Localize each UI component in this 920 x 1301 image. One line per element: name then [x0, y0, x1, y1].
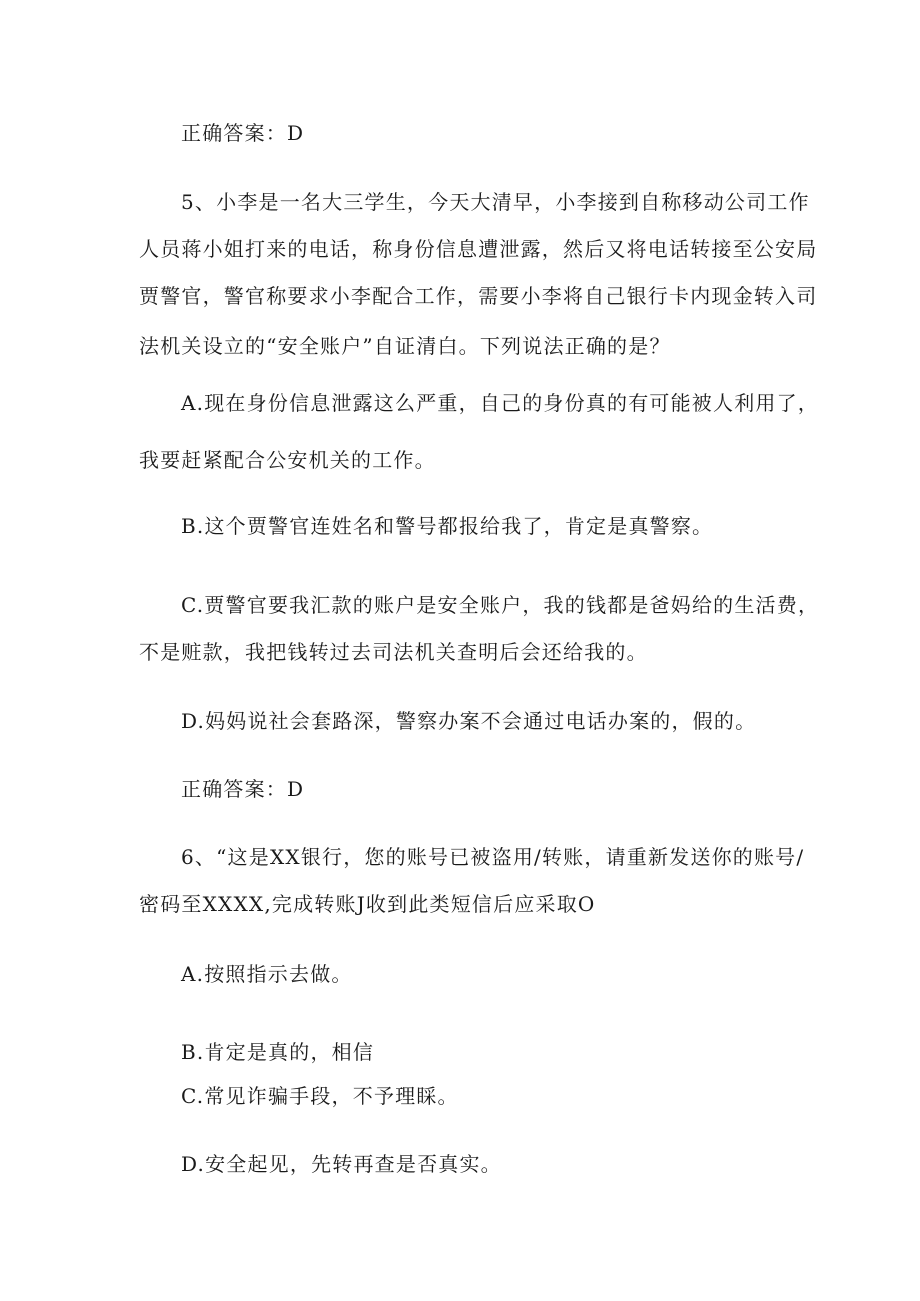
option-6d: D.安全起见，先转再查是否真实。	[181, 1152, 502, 1176]
option-5c-line-2: 不是赃款，我把钱转过去司法机关查明后会还给我的。	[139, 640, 648, 664]
question-5-line-1: 5、小李是一名大三学生，今天大清早，小李接到自称移动公司工作	[181, 190, 810, 214]
question-5-line-3: 贾警官，警官称要求小李配合工作，需要小李将自己银行卡内现金转入司	[139, 284, 818, 308]
option-5b: B.这个贾警官连姓名和警号都报给我了，肯定是真警察。	[181, 514, 714, 538]
option-5d: D.妈妈说社会套路深，警察办案不会通过电话办案的，假的。	[181, 709, 757, 733]
option-6c: C.常见诈骗手段，不予理睬。	[181, 1084, 459, 1108]
question-6-line-1: 6、“这是XX银行，您的账号已被盗用/转账，请重新发送你的账号/	[181, 845, 805, 869]
option-6b: B.肯定是真的，相信	[181, 1040, 375, 1064]
question-5-line-4: 法机关设立的“安全账户”自证清白。下列说法正确的是？	[139, 334, 671, 358]
option-5c-line-1: C.贾警官要我汇款的账户是安全账户，我的钱都是爸妈给的生活费，	[181, 593, 820, 617]
question-6-line-2: 密码至XXXX,完成转账J收到此类短信后应采取O	[139, 892, 596, 916]
question-5-line-2: 人员蒋小姐打来的电话，称身份信息遭泄露，然后又将电话转接至公安局	[139, 237, 818, 261]
option-5a-line-2: 我要赶紧配合公安机关的工作。	[139, 448, 436, 472]
answer-line-q4: 正确答案：D	[181, 121, 305, 145]
option-6a: A.按照指示去做。	[181, 962, 353, 986]
option-5a-line-1: A.现在身份信息泄露这么严重，自己的身份真的有可能被人利用了，	[181, 391, 820, 415]
answer-line-q5: 正确答案：D	[181, 777, 305, 801]
